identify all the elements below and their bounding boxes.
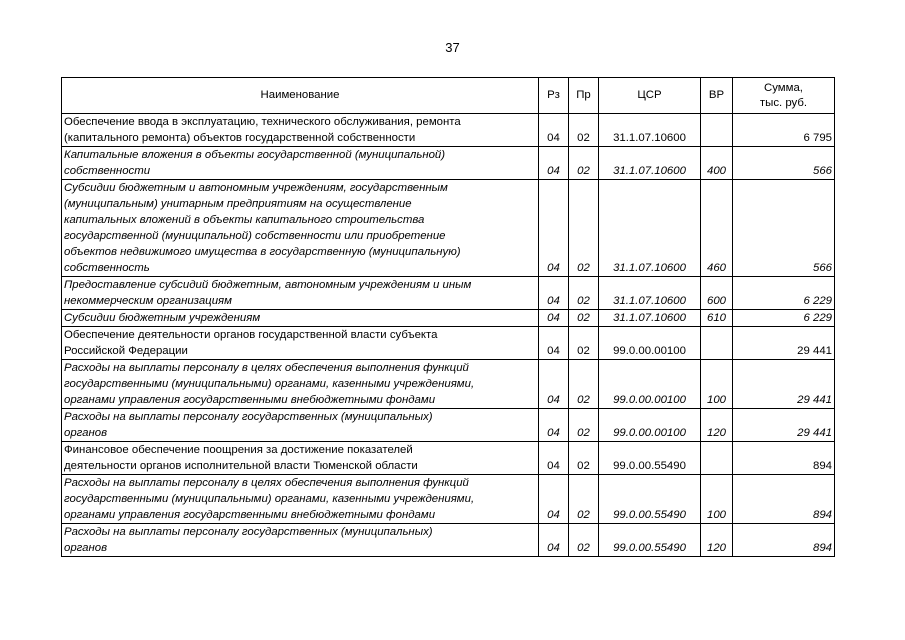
cell-name-line: Финансовое обеспечение поощрения за достижение показателей <box>64 444 413 456</box>
table-row <box>62 442 835 475</box>
cell-name-line: Российской Федерации <box>64 345 188 357</box>
cell-name <box>62 147 539 180</box>
cell-name <box>62 327 539 360</box>
cell-name-line: Капитальные вложения в объекты государственной (муниципальной) <box>64 149 446 161</box>
cell-rz: 04 <box>539 180 569 277</box>
cell-rz: 04 <box>539 442 569 475</box>
cell-sum: 6 795 <box>733 114 835 147</box>
table-row <box>62 360 835 409</box>
cell-name <box>62 524 539 557</box>
table-row <box>62 327 835 360</box>
cell-rz: 04 <box>539 147 569 180</box>
table-row <box>62 147 835 180</box>
cell-pr: 02 <box>569 277 599 310</box>
cell-rz: 04 <box>539 310 569 327</box>
cell-csr: 99.0.00.00100 <box>599 327 701 360</box>
table-row <box>62 277 835 310</box>
cell-name-line: Предоставление субсидий бюджетным, автономным учреждениям и иным <box>64 279 472 291</box>
cell-name-line: (капитального ремонта) объектов государственной собственности <box>64 132 416 144</box>
table-row <box>62 475 835 524</box>
budget-table <box>61 77 835 557</box>
header-rz: Рз <box>539 78 569 114</box>
cell-vr: 610 <box>701 310 733 327</box>
cell-name-line: Расходы на выплаты персоналу в целях обеспечения выполнения функций <box>64 477 469 489</box>
cell-rz: 04 <box>539 475 569 524</box>
cell-name-line: Расходы на выплаты персоналу государственных (муниципальных) <box>64 411 433 423</box>
cell-rz: 04 <box>539 524 569 557</box>
cell-csr: 99.0.00.55490 <box>599 442 701 475</box>
cell-vr: 120 <box>701 524 733 557</box>
table-row <box>62 409 835 442</box>
cell-vr <box>701 442 733 475</box>
cell-csr: 99.0.00.55490 <box>599 475 701 524</box>
cell-name-line: капитальных вложений в объекты капитального строительства <box>64 214 425 226</box>
table-row <box>62 524 835 557</box>
cell-name-line: некоммерческим организациям <box>64 295 232 307</box>
cell-name-line: объектов недвижимого имущества в государственную (муниципальную) <box>64 246 461 258</box>
cell-name-line: Субсидии бюджетным учреждениям <box>64 312 261 324</box>
cell-name-line: государственной (муниципальной) собственности или приобретение <box>64 230 446 242</box>
cell-sum: 29 441 <box>733 360 835 409</box>
cell-name-line: Субсидии бюджетным и автономным учреждениям, государственным <box>64 182 448 194</box>
cell-vr <box>701 327 733 360</box>
cell-sum: 29 441 <box>733 409 835 442</box>
cell-csr: 31.1.07.10600 <box>599 310 701 327</box>
cell-name-line: Расходы на выплаты персоналу государственных (муниципальных) <box>64 526 433 538</box>
cell-sum: 566 <box>733 180 835 277</box>
cell-csr: 31.1.07.10600 <box>599 114 701 147</box>
cell-csr: 99.0.00.00100 <box>599 360 701 409</box>
cell-pr: 02 <box>569 147 599 180</box>
cell-sum: 894 <box>733 475 835 524</box>
cell-name-line: деятельности органов исполнительной власти Тюменской области <box>64 460 418 472</box>
cell-csr: 31.1.07.10600 <box>599 147 701 180</box>
cell-rz: 04 <box>539 409 569 442</box>
cell-name-line: Обеспечение деятельности органов государственной власти субъекта <box>64 329 438 341</box>
table-row <box>62 180 835 277</box>
header-name: Наименование <box>62 78 539 114</box>
cell-pr: 02 <box>569 180 599 277</box>
table-row <box>62 114 835 147</box>
header-csr: ЦСР <box>599 78 701 114</box>
cell-vr: 400 <box>701 147 733 180</box>
cell-rz: 04 <box>539 114 569 147</box>
header-sum <box>733 78 835 114</box>
cell-csr: 31.1.07.10600 <box>599 180 701 277</box>
cell-name-line: государственными (муниципальными) органами, казенными учреждениями, <box>64 378 475 390</box>
cell-name <box>62 114 539 147</box>
header-sum-line1: Сумма, <box>764 81 803 94</box>
cell-vr: 460 <box>701 180 733 277</box>
cell-sum: 894 <box>733 442 835 475</box>
cell-sum: 894 <box>733 524 835 557</box>
cell-csr: 99.0.00.55490 <box>599 524 701 557</box>
cell-csr: 99.0.00.00100 <box>599 409 701 442</box>
cell-vr <box>701 114 733 147</box>
cell-pr: 02 <box>569 310 599 327</box>
cell-name <box>62 475 539 524</box>
cell-name-line: Обеспечение ввода в эксплуатацию, технического обслуживания, ремонта <box>64 116 461 128</box>
page-number: 37 <box>445 40 460 55</box>
cell-name <box>62 180 539 277</box>
cell-name-line: органов <box>64 542 108 554</box>
cell-sum: 566 <box>733 147 835 180</box>
cell-pr: 02 <box>569 524 599 557</box>
cell-name <box>62 277 539 310</box>
cell-vr: 600 <box>701 277 733 310</box>
cell-rz: 04 <box>539 277 569 310</box>
cell-name-line: органами управления государственными внебюджетными фондами <box>64 509 436 521</box>
table-header-row <box>62 78 835 114</box>
cell-name <box>62 360 539 409</box>
cell-sum: 29 441 <box>733 327 835 360</box>
cell-name <box>62 409 539 442</box>
cell-name-line: собственности <box>64 165 151 177</box>
cell-name-line: Расходы на выплаты персоналу в целях обеспечения выполнения функций <box>64 362 469 374</box>
header-pr: Пр <box>569 78 599 114</box>
cell-rz: 04 <box>539 360 569 409</box>
cell-pr: 02 <box>569 327 599 360</box>
cell-pr: 02 <box>569 442 599 475</box>
cell-name-line: органов <box>64 427 108 439</box>
cell-name-line: (муниципальным) унитарным предприятиям на осуществление <box>64 198 412 210</box>
cell-vr: 100 <box>701 475 733 524</box>
cell-rz: 04 <box>539 327 569 360</box>
cell-pr: 02 <box>569 409 599 442</box>
header-sum-line2: тыс. руб. <box>759 96 808 109</box>
cell-sum: 6 229 <box>733 310 835 327</box>
table-row <box>62 310 835 327</box>
cell-name-line: государственными (муниципальными) органами, казенными учреждениями, <box>64 493 475 505</box>
cell-sum: 6 229 <box>733 277 835 310</box>
cell-name-line: органами управления государственными внебюджетными фондами <box>64 394 436 406</box>
cell-pr: 02 <box>569 475 599 524</box>
header-vr: ВР <box>701 78 733 114</box>
cell-pr: 02 <box>569 114 599 147</box>
cell-csr: 31.1.07.10600 <box>599 277 701 310</box>
cell-pr: 02 <box>569 360 599 409</box>
cell-vr: 100 <box>701 360 733 409</box>
cell-name <box>62 310 539 327</box>
table-body <box>62 114 835 557</box>
cell-name <box>62 442 539 475</box>
cell-name-line: собственность <box>64 262 150 274</box>
cell-vr: 120 <box>701 409 733 442</box>
